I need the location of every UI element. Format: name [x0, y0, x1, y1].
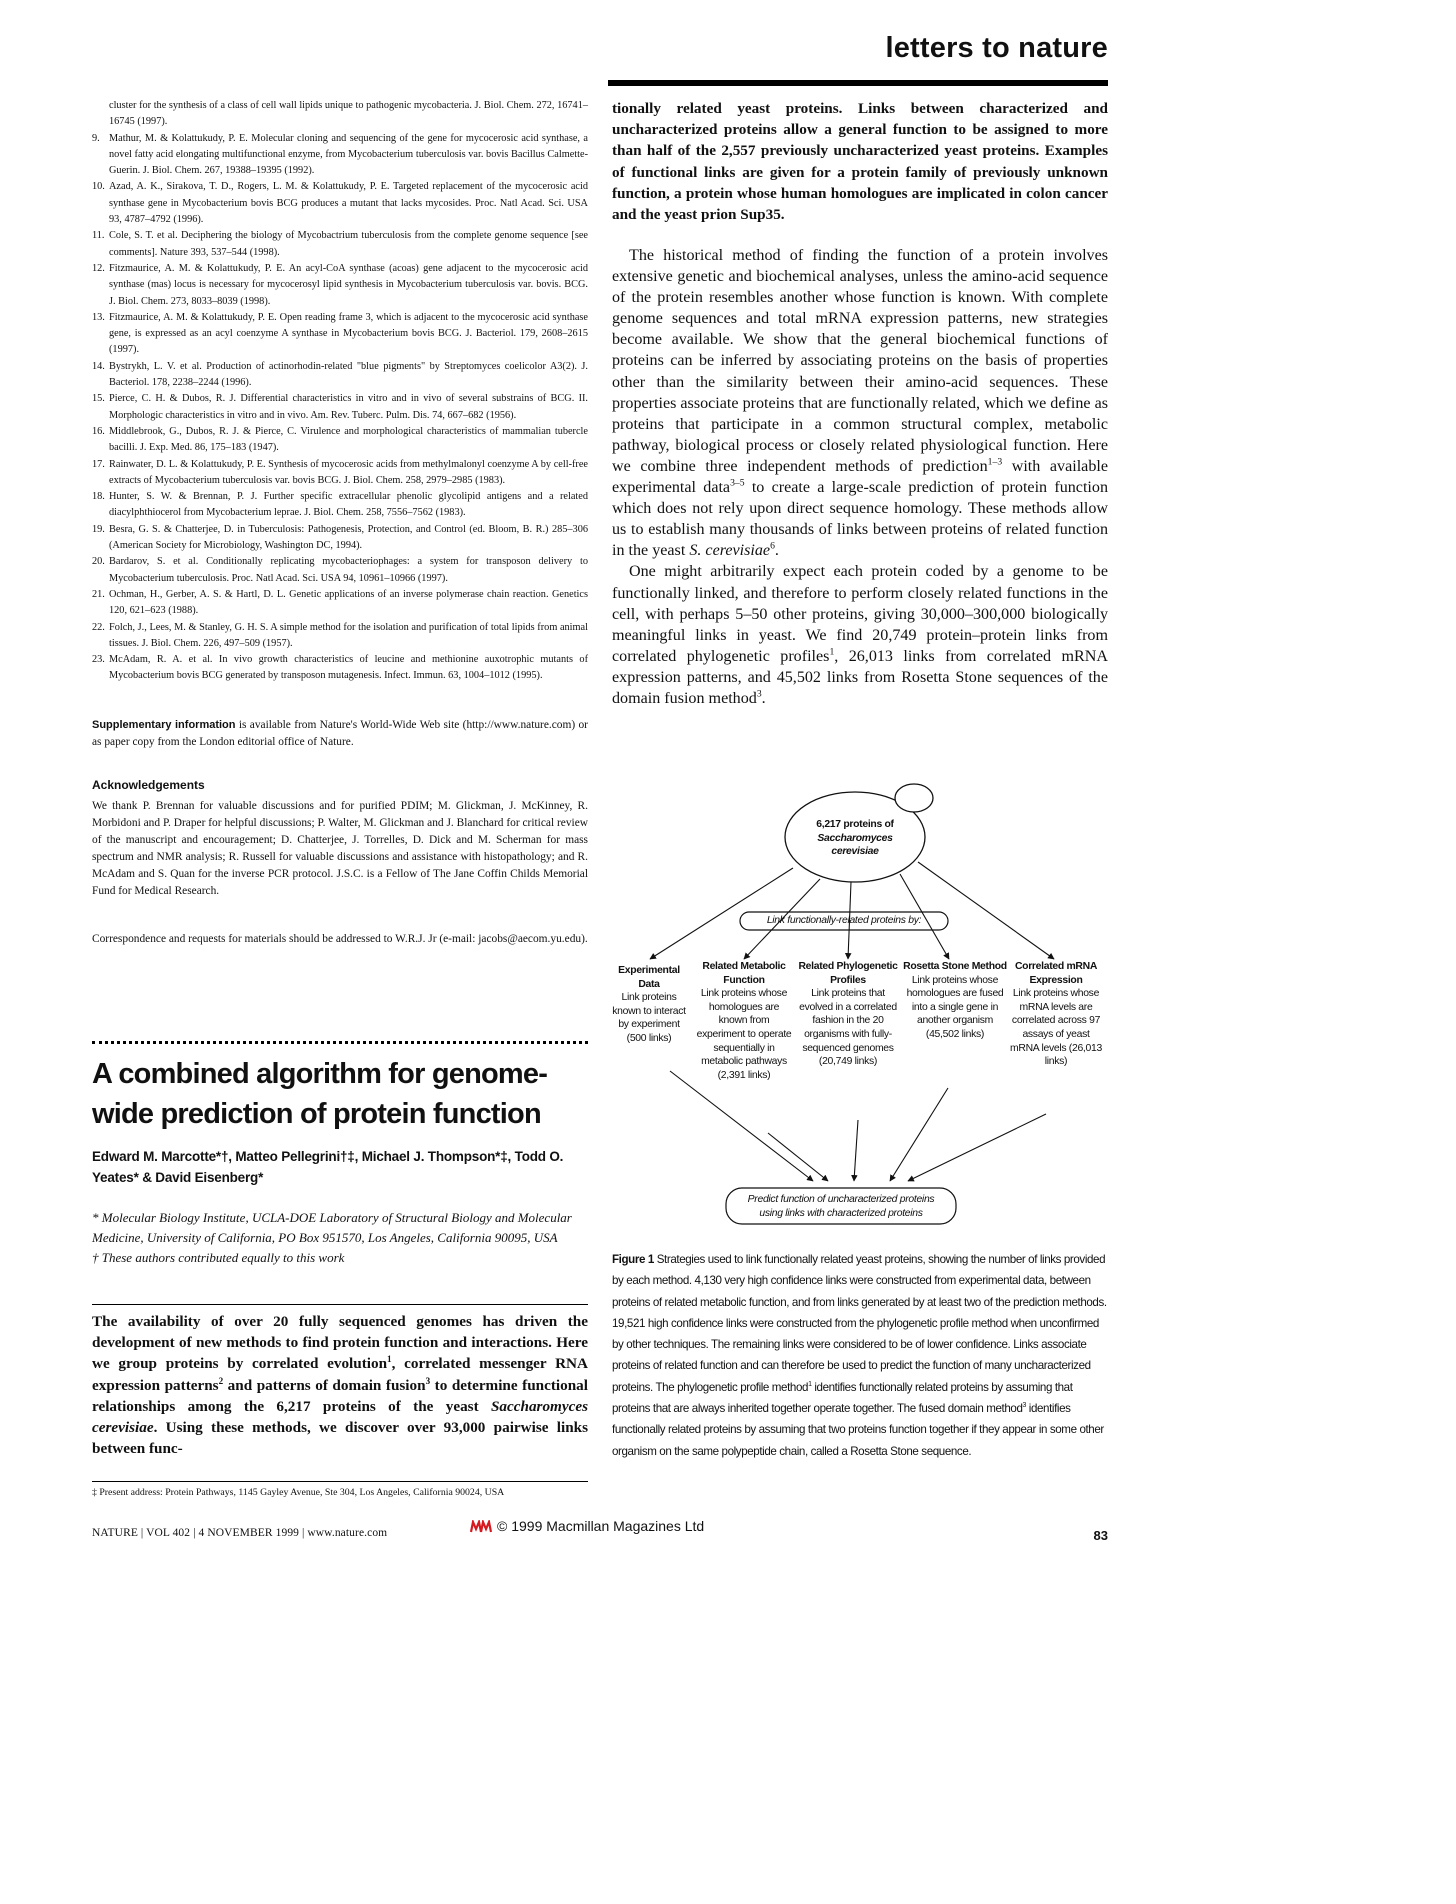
reference-number: 12.	[92, 262, 105, 274]
method-description: Link proteins whose homologues are known from experiment to operate sequentially in metabolic pathways (2,391 links)	[696, 988, 792, 1081]
reference-text: Fitzmaurice, A. M. & Kolattukudy, P. E. Open reading frame 3, which is adjacent to the mycocerosic acid synthase gene, is expressed as an acyl coenzyme A synthase in Mycobacterium bovis BCG. J. Bacteriol. 179, 2608–2615 (1997).	[109, 311, 588, 356]
method-description: Link proteins whose homologues are fused into a single gene in another organism (45,502 links)	[906, 974, 1004, 1040]
reference-text: Azad, A. K., Sirakova, T. D., Rogers, L. M. & Kolattukudy, P. E. Targeted replacement of the mycocerosic acid synthase gene in Mycobacterium bovis BCG produces a mutant that lacks mycosides. Proc. Natl Acad. Sci. USA 93, 4787–4792 (1996).	[109, 181, 588, 226]
figure-1-diagram	[608, 776, 1108, 1236]
reference-text: McAdam, R. A. et al. In vivo growth characteristics of leucine and methionine auxotrophic mutants of Mycobacterium bovis BCG generated by transposon mutagenesis. Infect. Immun. 63, 1004–1012 (1995).	[109, 654, 588, 682]
method-phylogenetic	[798, 960, 898, 1069]
abstract-segment: The availability of over 20 fully sequenced genomes has driven the development of new methods to find protein function and interactions. Here we group proteins by correlated evolution	[92, 1313, 588, 1373]
journal-info: NATURE | VOL 402 | 4 NOVEMBER 1999 | www.nature.com	[92, 1527, 388, 1539]
reference-number: 20.	[92, 556, 105, 568]
abstract-segment: and patterns of domain fusion	[223, 1376, 426, 1394]
reference-text: Folch, J., Lees, M. & Stanley, G. H. S. A simple method for the isolation and purification of total lipids from animal tissues. J. Biol. Chem. 226, 497–509 (1957).	[109, 621, 588, 649]
citation: 2	[218, 1375, 224, 1386]
citation: 3	[425, 1375, 431, 1386]
correspondence-text: Correspondence and requests for materials should be addressed to W.R.J. Jr (e-mail: jacobs@aecom.yu.edu).	[92, 933, 588, 945]
abstract-left	[92, 1311, 588, 1459]
reference-number: 15.	[92, 393, 105, 405]
reference-item	[92, 391, 588, 424]
reference-item	[92, 424, 588, 457]
method-description: Link proteins that evolved in a correlated fashion in the 20 organisms with fully-sequenced genomes (20,749 links)	[799, 988, 897, 1068]
reference-text: Rainwater, D. L. & Kolattukudy, P. E. Synthesis of mycocerosic acids from methylmalonyl coenzyme A by cell-free extracts of Mycobacterium tuberculosis var. bovis BCG. J. Biol. Chem. 258, 2979–2985 (1983).	[109, 458, 588, 486]
reference-text: Pierce, C. H. & Dubos, R. J. Differential characteristics in vitro and in vivo of several substrains of BCG. II. Morphologic characteristics in vitro and in vivo. Am. Rev. Tuberc. Pulm. Dis. 74, 667–682 (1956).	[109, 393, 588, 421]
reference-item	[92, 522, 588, 555]
top-node-species: cerevisiae	[831, 846, 879, 858]
body-segment: with available experimental data	[612, 457, 1108, 497]
reference-item	[92, 98, 588, 131]
reference-text: Besra, G. S. & Chatterjee, D. in Tuberculosis: Pathogenesis, Protection, and Control (ed. Bloom, B. R.) 285–306 (American Society for Microbiology, Washington DC, 1994).	[109, 523, 588, 552]
reference-number	[92, 98, 109, 131]
reference-item	[92, 310, 588, 359]
abstract-segment: to determine functional relationships among the 6,217 proteins of the yeast	[92, 1376, 588, 1415]
top-node-species: Saccharomyces	[817, 832, 893, 844]
reference-number: 9.	[92, 132, 100, 144]
reference-number: 13.	[92, 311, 105, 323]
abstract-right: tionally related yeast proteins. Links between characterized and uncharacterized proteins allow a general function to be assigned to more than half of the 2,557 previously uncharacterized yeast proteins. Examples of functional links are given for a protein family of previously unknown function, a protein whose human homologues are implicated in colon cancer and the yeast prion Sup35.	[612, 100, 1108, 224]
reference-item	[92, 179, 588, 228]
reference-text: Bardarov, S. et al. Conditionally replicating mycobacteriophages: a system for transposon delivery to Mycobacterium tuberculosis. Proc. Natl Acad. Sci. USA 94, 10961–10966 (1997).	[109, 556, 588, 584]
reference-item	[92, 131, 588, 180]
reference-text: Middlebrook, G., Dubos, R. J. & Pierce, C. Virulence and morphological characteristics of mammalian tubercle bacilli. J. Exp. Med. 86, 175–183 (1947).	[109, 425, 588, 454]
arrow-phylogenetic-predict	[854, 1120, 858, 1181]
method-rosetta	[902, 960, 1008, 1042]
species-name: Saccharomyces cerevisiae	[92, 1397, 588, 1437]
article-separator	[92, 1041, 588, 1044]
article-title: A combined algorithm for genome-wide prediction of protein function	[92, 1058, 548, 1130]
author-affiliations	[92, 1208, 588, 1268]
caption-segment: Strategies used to link functionally related yeast proteins, showing the number of links provided by each method. 4,130 very high confidence links were constructed from experimental data, between proteins of related metabolic function, and from links generated by at least two of the prediction methods. 19,521 high confidence links were constructed from the phylogenetic profile method when unconfirmed by other techniques. The remaining links were considered to be of lower confidence. Links associate proteins of related function and can therefore be used to predict the function of many uncharacterized proteins. The phylogenetic profile method	[612, 1253, 1107, 1394]
arrow-top-mrna	[918, 862, 1054, 959]
body-segment: to create a large-scale prediction of protein function which does not rely upon direct sequence homology. These methods allow us to establish many thousands of links between proteins of related function in the yeast	[612, 479, 1108, 560]
affiliation-primary: * Molecular Biology Institute, UCLA-DOE Laboratory of Structural Biology and Molecular Medicine, University of California, PO Box 951570, Los Angeles, California 90095, USA	[92, 1210, 572, 1245]
header-rule	[608, 80, 1108, 86]
page-number: 83	[1093, 1528, 1108, 1543]
predict-line: Predict function of uncharacterized proteins	[747, 1194, 935, 1205]
body-segment: One might arbitrarily expect each protein coded by a genome to be functionally linked, and therefore to perform closely related functions in the cell, with perhaps 5–50 other proteins, giving 30,000–300,000 biologically meaningful links in yeast. We find 20,749 protein–protein links from correlated phylogenetic profiles	[612, 563, 1108, 665]
top-node-line: 6,217 proteins of	[816, 819, 894, 830]
reference-text: Bystrykh, L. V. et al. Production of actinorhodin-related "blue pigments" by Streptomyces coelicolor A3(2). J. Bacteriol. 178, 2238–2244 (1996).	[109, 360, 588, 389]
reference-number: 14.	[92, 360, 105, 372]
citation: 1	[387, 1354, 392, 1365]
reference-item	[92, 587, 588, 620]
body-paragraph: One might arbitrarily expect each protein coded by a genome to be functionally linked, and therefore to perform closely related functions in the cell, with perhaps 5–50 other proteins, giving 30,000–300,000 biologically meaningful links in yeast. We find 20,749 protein–protein links from correlated phylogenetic profiles$^1$, 26,013 links from correlated mRNA expression patterns, and 45,502 links from Rosetta Stone sequences of the domain fusion method$^3$.	[612, 563, 1108, 707]
reference-number: 18.	[92, 491, 105, 503]
article-authors: Edward M. Marcotte*†, Matteo Pellegrini†‡, Michael J. Thompson*‡, Todd O. Yeates* & David Eisenberg*	[92, 1149, 564, 1185]
reference-number: 19.	[92, 523, 105, 535]
caption-segment: identifies functionally related proteins by assuming that proteins that are always inherited together operate together. The fused domain method	[612, 1380, 1073, 1416]
method-title: Correlated mRNA Expression	[1014, 961, 1098, 986]
reference-item	[92, 620, 588, 653]
reference-text: Hunter, S. W. & Brennan, P. J. Further specific extracellular phenolic glycolipid antigens and a related diacylphthiocerol from Mycobacterium leprae. J. Biol. Chem. 258, 7556–7562 (1983).	[109, 491, 588, 519]
reference-item	[92, 261, 588, 310]
citation: 1–3	[987, 456, 1003, 468]
supplementary-info	[92, 717, 588, 750]
reference-text: Mathur, M. & Kolattukudy, P. E. Molecular cloning and sequencing of the gene for mycocerosic acid synthase, a novel fatty acid elongating multifunctional enzyme, from Mycobacterium tuberculosis var. bovis Bacillus Calmette-Guerin. J. Biol. Chem. 267, 19388–19395 (1992).	[109, 132, 588, 177]
citation: 3	[756, 688, 762, 700]
reference-number: 16.	[92, 425, 105, 437]
method-title: Rosetta Stone Method	[903, 961, 1007, 972]
top-node-label	[785, 818, 925, 859]
body-segment: , 26,013 links from correlated mRNA expression patterns, and 45,502 links from Rosetta Stone sequences of the domain fusion method	[612, 647, 1108, 707]
section-header: letters to nature	[885, 32, 1108, 64]
citation: 6	[770, 540, 775, 552]
citation: 1	[808, 1380, 812, 1388]
acknowledgements-heading: Acknowledgements	[92, 778, 205, 792]
method-description: Link proteins whose mRNA levels are correlated across 97 assays of yeast mRNA levels (26,013 links)	[1010, 988, 1102, 1068]
reference-number: 22.	[92, 621, 105, 633]
reference-text: Cole, S. T. et al. Deciphering the biology of Mycobactrium tuberculosis from the complete genome sequence [see comments]. Nature 393, 537–544 (1998).	[109, 230, 588, 258]
supplementary-text: is available from Nature's World-Wide Web site (http://www.nature.com) or as paper copy from the London editorial office of Nature.	[92, 719, 588, 748]
citation: 3	[1022, 1402, 1026, 1410]
link-box-label: Link functionally-related proteins by:	[766, 915, 922, 926]
acknowledgements-text: We thank P. Brennan for valuable discussions and for purified PDIM; M. Glickman, J. McKinney, R. Morbidoni and P. Draper for helpful discussions; P. Walter, M. Glickman and J. Blanchard for critical review of the manuscript and encouragement; D. Chatterjee, J. Torrelles, D. Dick and M. Scherman for mass spectrum and NMR analysis; R. Russell for valuable discussions and assistance with histopathology; and R. McAdam and S. Quan for the inverse PCR protocol. J.S.C. is a Fellow of The Jane Coffin Childs Memorial Fund for Medical Research.	[92, 800, 588, 897]
species-name: S. cerevisiae	[689, 542, 771, 560]
method-title: Related Metabolic Function	[702, 961, 786, 986]
method-mrna	[1010, 960, 1102, 1069]
reference-number: 23.	[92, 654, 105, 666]
method-metabolic	[694, 960, 794, 1082]
reference-list	[92, 98, 588, 685]
reference-number: 21.	[92, 588, 105, 600]
arrow-experimental-predict	[670, 1071, 813, 1181]
footnote: ‡ Present address: Protein Pathways, 1145 Gayley Avenue, Ste 304, Los Angeles, California 90024, USA	[92, 1487, 505, 1498]
predict-line: using links with characterized proteins	[759, 1207, 923, 1219]
caption-label: Figure 1	[612, 1253, 654, 1266]
body-segment: The historical method of finding the function of a protein involves extensive genetic and biochemical analyses, unless the amino-acid sequence of the protein resembles another whose function is known. With complete genome sequences and total mRNA expression patterns, new strategies become available. We show that the general biochemical functions of proteins can be inferred by associating proteins on the basis of properties other than the similarity between their amino-acid sequences. These properties associate proteins that are functionally related, which we define as proteins that participate in a common structural complex, metabolic pathway, biological process or closely related physiological function. Here we combine three independent methods of prediction	[612, 247, 1108, 475]
method-title: Experimental Data	[618, 965, 680, 990]
reference-text: Fitzmaurice, A. M. & Kolattukudy, P. E. An acyl-CoA synthase (acoas) gene adjacent to the mycocerosic acid synthase (mas) locus is necessary for mycocerosyl lipid synthesis in Mycobacterium tuberculosis var. bovis. BCG. J. Biol. Chem. 273, 8033–8039 (1998).	[109, 262, 588, 307]
citation: 1	[829, 646, 835, 658]
figure-caption	[612, 1249, 1108, 1462]
reference-item	[92, 554, 588, 587]
body-paragraph: The historical method of finding the function of a protein involves extensive genetic and biochemical analyses, unless the amino-acid sequence of the protein resembles another whose function is known. With complete genome sequences and total mRNA expression patterns, new strategies become available. We show that the general biochemical functions of proteins can be inferred by associating proteins on the basis of properties other than the similarity between their amino-acid sequences. These properties associate proteins that are functionally related, which we define as proteins that participate in a common structural complex, metabolic pathway, biological process or closely related physiological function. Here we combine three independent methods of prediction$^{1-3}$ with available experimental data$^{3-5}$ to create a large-scale prediction of protein function which does not rely upon direct sequence homology. These methods allow us to establish many thousands of links between proteins of related function in the yeast S. cerevisiae$^6$.	[612, 247, 1108, 560]
arrow-metabolic-predict	[768, 1133, 828, 1181]
supplementary-lead: Supplementary information	[92, 719, 236, 731]
reference-text: Ochman, H., Gerber, A. S. & Hartl, D. L. Genetic applications of an inverse polymerase chain reaction. Genetics 120, 621–623 (1988).	[109, 588, 588, 617]
copyright-text: © 1999 Macmillan Magazines Ltd	[497, 1518, 705, 1534]
predict-box-label	[726, 1193, 956, 1220]
article-body	[612, 245, 1108, 709]
affiliation-note: † These authors contributed equally to this work	[92, 1250, 345, 1265]
reference-number: 10.	[92, 181, 105, 193]
reference-number: 17.	[92, 458, 105, 470]
reference-number: 11.	[92, 230, 105, 242]
self-loop-ellipse	[895, 784, 933, 812]
method-description: Link proteins known to interact by experiment (500 links)	[612, 992, 686, 1044]
reference-text: cluster for the synthesis of a class of cell wall lipids unique to pathogenic mycobacteria. J. Biol. Chem. 272, 16741–16745 (1997).	[109, 100, 588, 128]
reference-item	[92, 359, 588, 392]
macmillan-logo-icon	[470, 1520, 492, 1533]
arrow-mrna-predict	[908, 1114, 1046, 1181]
abstract-rule	[92, 1304, 588, 1305]
abstract-segment: , correlated messenger RNA expression patterns	[92, 1355, 588, 1394]
footnote-rule	[92, 1481, 588, 1482]
caption-segment: identifies functionally related proteins by assuming that two proteins function together if they appear in some other organism on the same polypeptide chain, called a Rosetta Stone sequence.	[612, 1402, 1104, 1458]
reference-item	[92, 652, 588, 685]
citation: 3–5	[730, 477, 745, 489]
reference-item	[92, 489, 588, 522]
method-experimental	[610, 964, 688, 1046]
reference-item	[92, 228, 588, 261]
method-title: Related Phylogenetic Profiles	[798, 961, 898, 986]
abstract-segment: . Using these methods, we discover over 93,000 pairwise links between func-	[92, 1419, 588, 1458]
copyright-notice	[470, 1518, 704, 1534]
reference-item	[92, 457, 588, 490]
arrow-rosetta-predict	[890, 1088, 948, 1181]
